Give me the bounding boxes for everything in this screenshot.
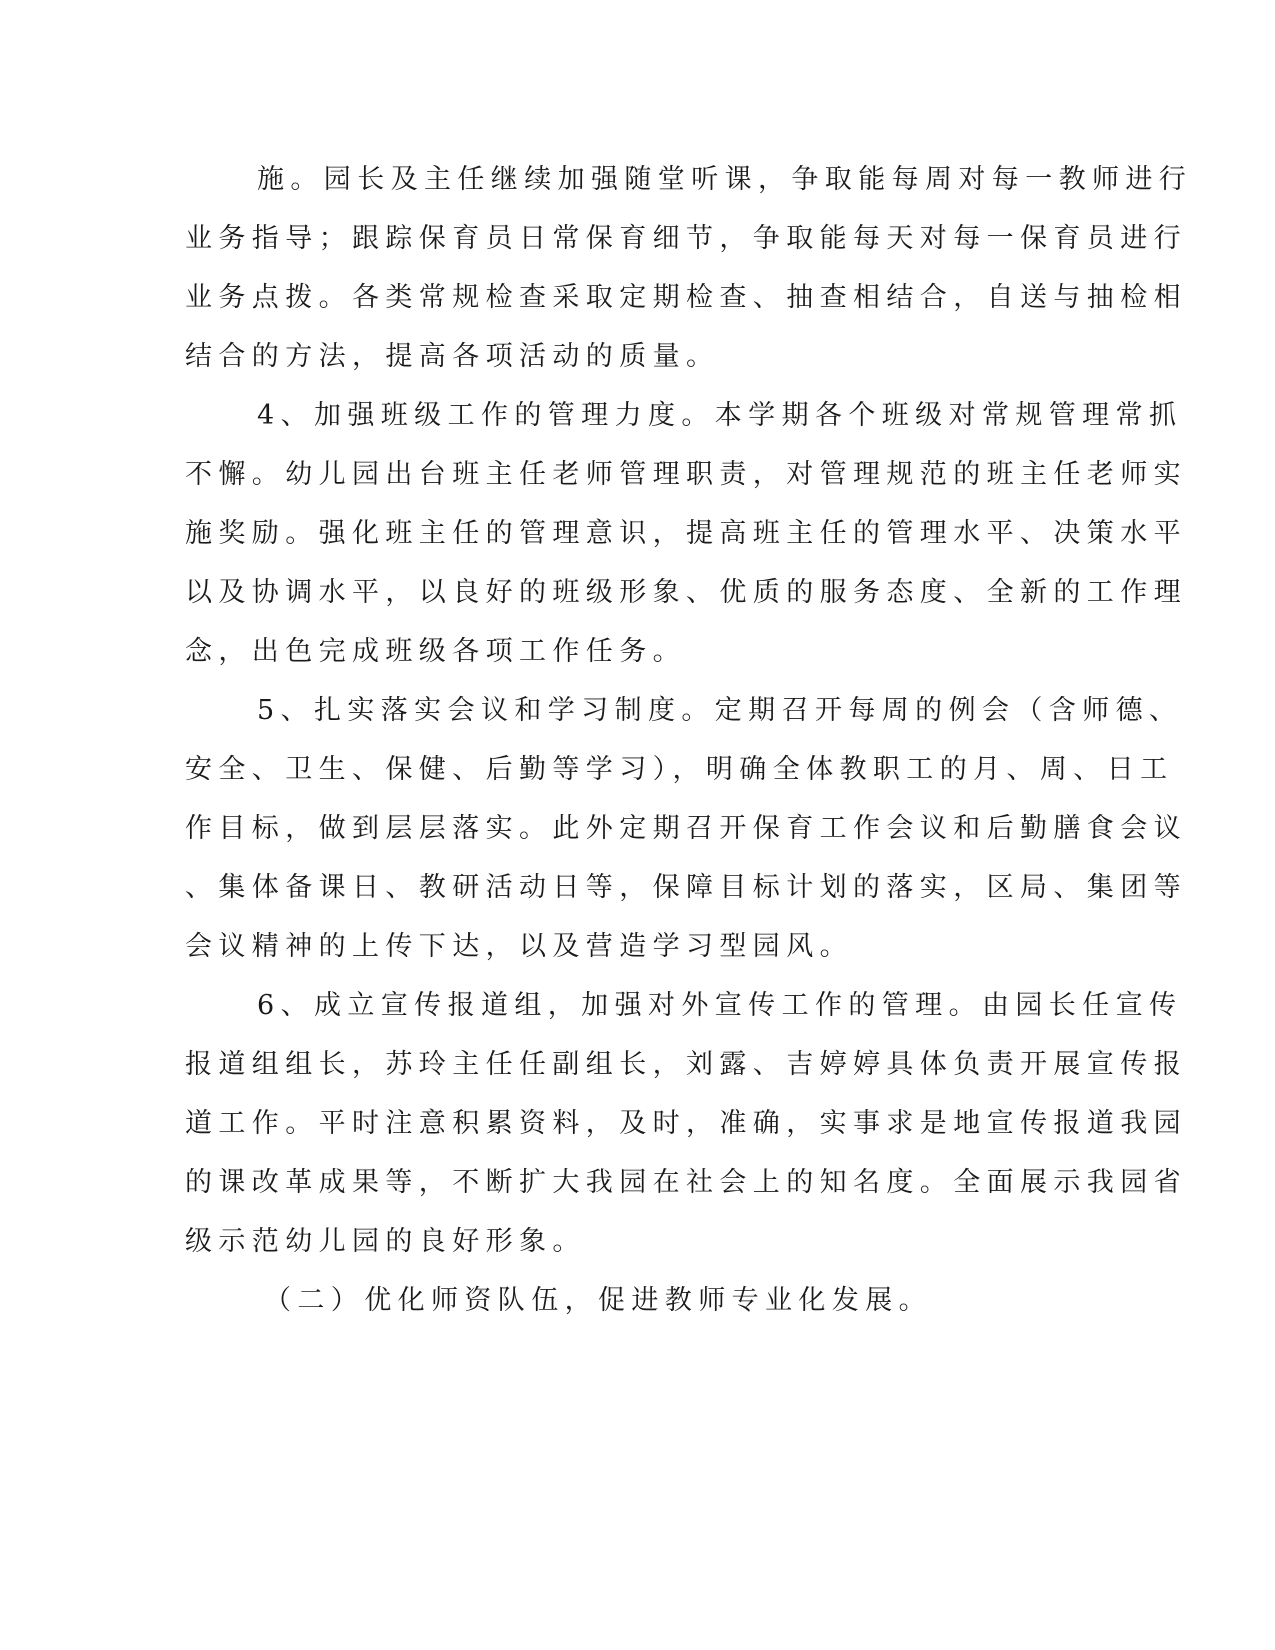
paragraph-line: 6、成立宣传报道组，加强对外宣传工作的管理。由园长任宣传: [257, 990, 1183, 1021]
paragraph-line: 报道组组长，苏玲主任任副组长，刘露、吉婷婷具体负责开展宣传报: [185, 1049, 1187, 1080]
paragraph-line: 4、加强班级工作的管理力度。本学期各个班级对常规管理常抓: [257, 400, 1183, 431]
paragraph-line: 施。园长及主任继续加强随堂听课，争取能每周对每一教师进行: [257, 164, 1193, 195]
paragraph-line: 级示范幼儿园的良好形象。: [185, 1226, 586, 1257]
paragraph-line: 、集体备课日、教研活动日等，保障目标计划的落实，区局、集团等: [185, 872, 1187, 903]
paragraph-line: 道工作。平时注意积累资料，及时，准确，实事求是地宣传报道我园: [185, 1108, 1187, 1139]
paragraph-line: 以及协调水平，以良好的班级形象、优质的服务态度、全新的工作理: [185, 577, 1187, 608]
paragraph-line: 的课改革成果等，不断扩大我园在社会上的知名度。全面展示我园省: [185, 1167, 1187, 1198]
paragraph-line: 5、扎实落实会议和学习制度。定期召开每周的例会（含师德、: [257, 695, 1183, 726]
paragraph-line: 不懈。幼儿园出台班主任老师管理职责，对管理规范的班主任老师实: [185, 459, 1187, 490]
paragraph-line: 施奖励。强化班主任的管理意识，提高班主任的管理水平、决策水平: [185, 518, 1187, 549]
paragraph-line: 念，出色完成班级各项工作任务。: [185, 636, 686, 667]
paragraph-line: 安全、卫生、保健、后勤等学习），明确全体教职工的月、周、日工: [185, 754, 1174, 785]
section-heading: （二）优化师资队伍，促进教师专业化发展。: [264, 1285, 932, 1316]
paragraph-line: 结合的方法，提高各项活动的质量。: [185, 341, 720, 372]
paragraph-line: 业务点拨。各类常规检查采取定期检查、抽查相结合，自送与抽检相: [185, 282, 1187, 313]
paragraph-line: 作目标，做到层层落实。此外定期召开保育工作会议和后勤膳食会议: [185, 813, 1187, 844]
paragraph-line: 业务指导；跟踪保育员日常保育细节，争取能每天对每一保育员进行: [185, 223, 1187, 254]
paragraph-line: 会议精神的上传下达，以及营造学习型园风。: [185, 931, 853, 962]
